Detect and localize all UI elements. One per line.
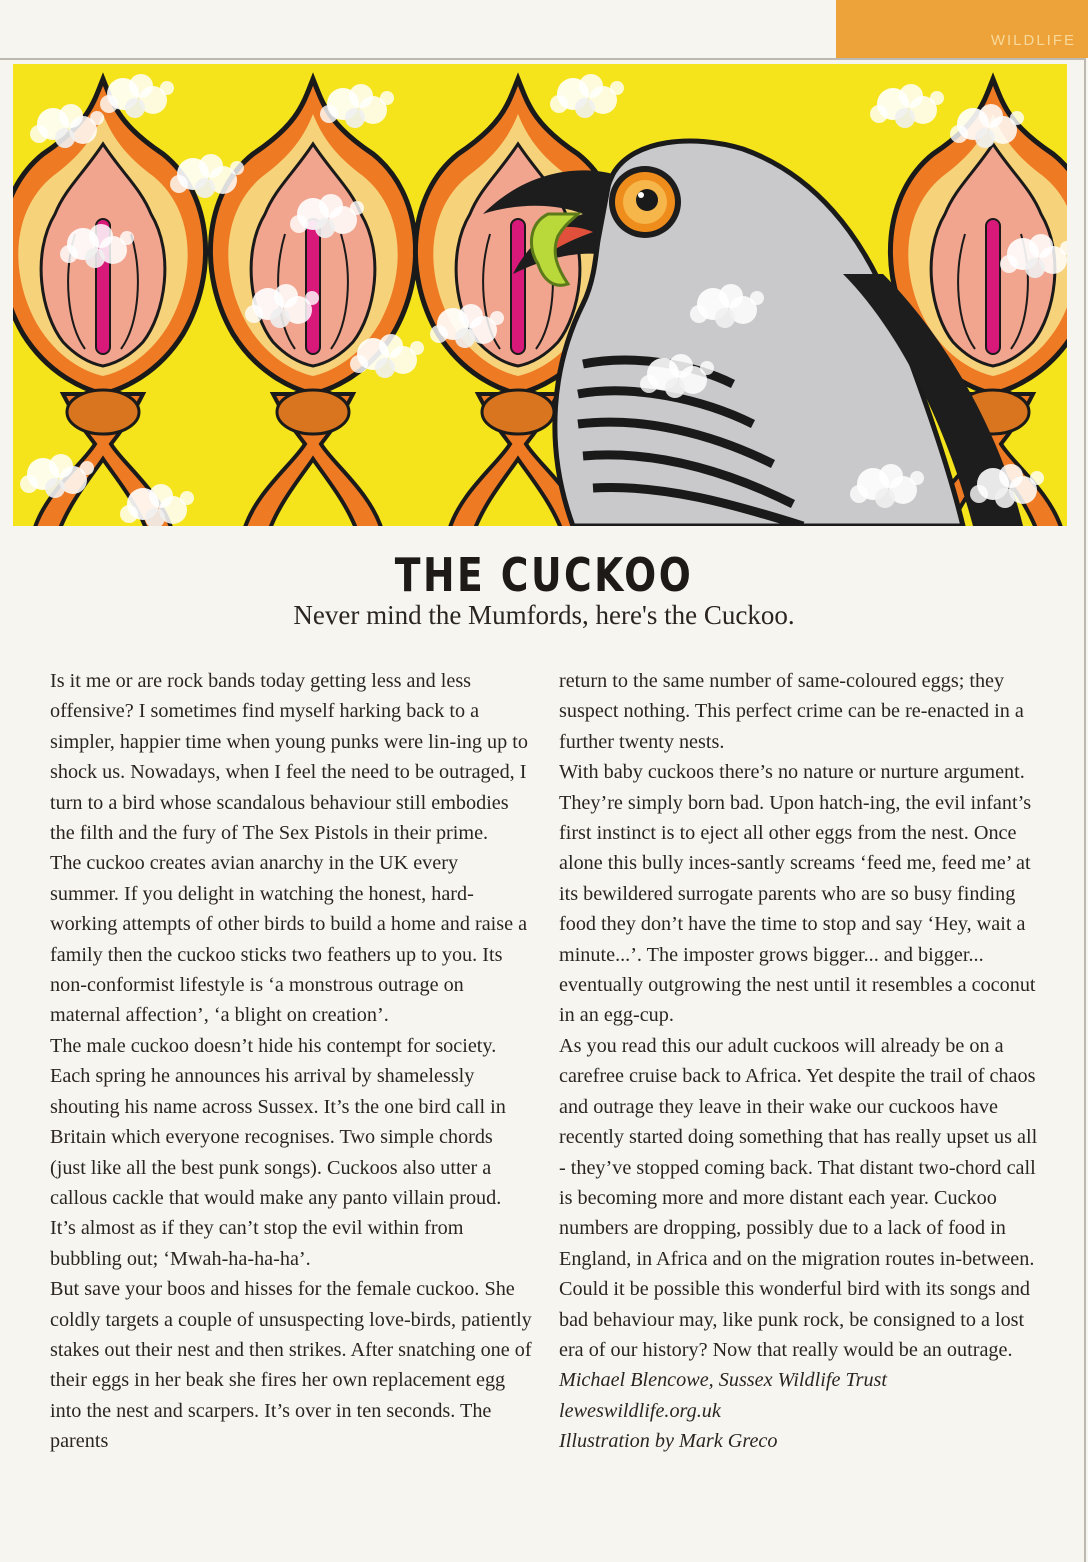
author-credit: Michael Blencowe, Sussex Wildlife Trust bbox=[559, 1369, 887, 1392]
left-paragraph: The cuckoo creates avian anarchy in the UK every summer. If you delight in watching the honest, hard-working attempts of other birds to build a home and raise a family then the cuckoo sticks two feathers up to you. Its non-conformist lifestyle is ‘a monstrous outrage on maternal affection’, ‘a blight on creation’. bbox=[50, 852, 528, 1027]
hero-illustration bbox=[13, 64, 1067, 526]
left-column bbox=[50, 666, 532, 1457]
right-paragraph: With baby cuckoos there’s no nature or nurture argument. They’re simply born bad. Upon hatch-ing, the evil infant’s first instinct is to eject all other eggs from the nest. Once alone this bully inces-santly screams ‘feed me, feed me’ at its bewildered surrogate parents who are so busy finding food they don’t have the time to stop and say ‘Hey, wait a minute...’. The imposter grows bigger... and bigger... eventually outgrowing the nest until it resembles a coconut in an egg-cup. bbox=[559, 761, 1036, 1027]
right-column bbox=[559, 666, 1043, 1457]
section-label: WILDLIFE bbox=[990, 32, 1076, 49]
right-paragraph: return to the same number of same-coloured eggs; they suspect nothing. This perfect crime can be re-enacted in a further twenty nests. bbox=[559, 670, 1024, 753]
section-tab bbox=[836, 0, 1088, 58]
article-subtitle: Never mind the Mumfords, here's the Cuckoo. bbox=[293, 600, 795, 630]
left-paragraph: The male cuckoo doesn’t hide his contempt for society. Each spring he announces his arrival by shamelessly shouting his name across Sussex. It’s the one bird call in Britain which everyone recognises. Two simple chords (just like all the best punk songs). Cuckoos also utter a callous cackle that would make any panto villain proud. It’s almost as if they can’t stop the evil within from bubbling out; ‘Mwah-ha-ha-ha’. bbox=[50, 1034, 506, 1270]
illustration-credit: Illustration by Mark Greco bbox=[559, 1430, 778, 1453]
article-title: THE CUCKOO bbox=[394, 548, 694, 602]
right-paragraph: As you read this our adult cuckoos will already be on a carefree cruise back to Africa. Yet despite the trail of chaos and outrage they leave in their wake our cuckoos have recently started doing something that has really upset us all - they’ve stopped coming back. That distant two-chord call is becoming more and more distant each year. Cuckoo numbers are dropping, possibly due to a lack of food in England, in Africa and on the migration routes in-between. Could it be possible this wonderful bird with its songs and bad behaviour may, like punk rock, be consigned to a lost era of our history? Now that really would be an outrage. bbox=[559, 1034, 1038, 1361]
website-credit: leweswildlife.org.uk bbox=[559, 1399, 721, 1422]
left-paragraph: Is it me or are rock bands today getting less and less offensive? I sometimes find myself harking back to a simpler, happier time when young punks were lin-ing up to shock us. Nowadays, when I feel the need to be outraged, I turn to a bird whose scandalous behaviour still embodies the filth and the fury of The Sex Pistols in their prime. bbox=[50, 670, 528, 845]
left-paragraph: But save your boos and hisses for the female cuckoo. She coldly targets a couple of unsuspecting love-birds, patiently stakes out their nest and then strikes. After snatching one of their eggs in her beak she fires her own replacement egg into the nest and scarpers. It’s over in ten seconds. The parents bbox=[50, 1278, 532, 1453]
cuckoo-illustration bbox=[13, 64, 1067, 526]
